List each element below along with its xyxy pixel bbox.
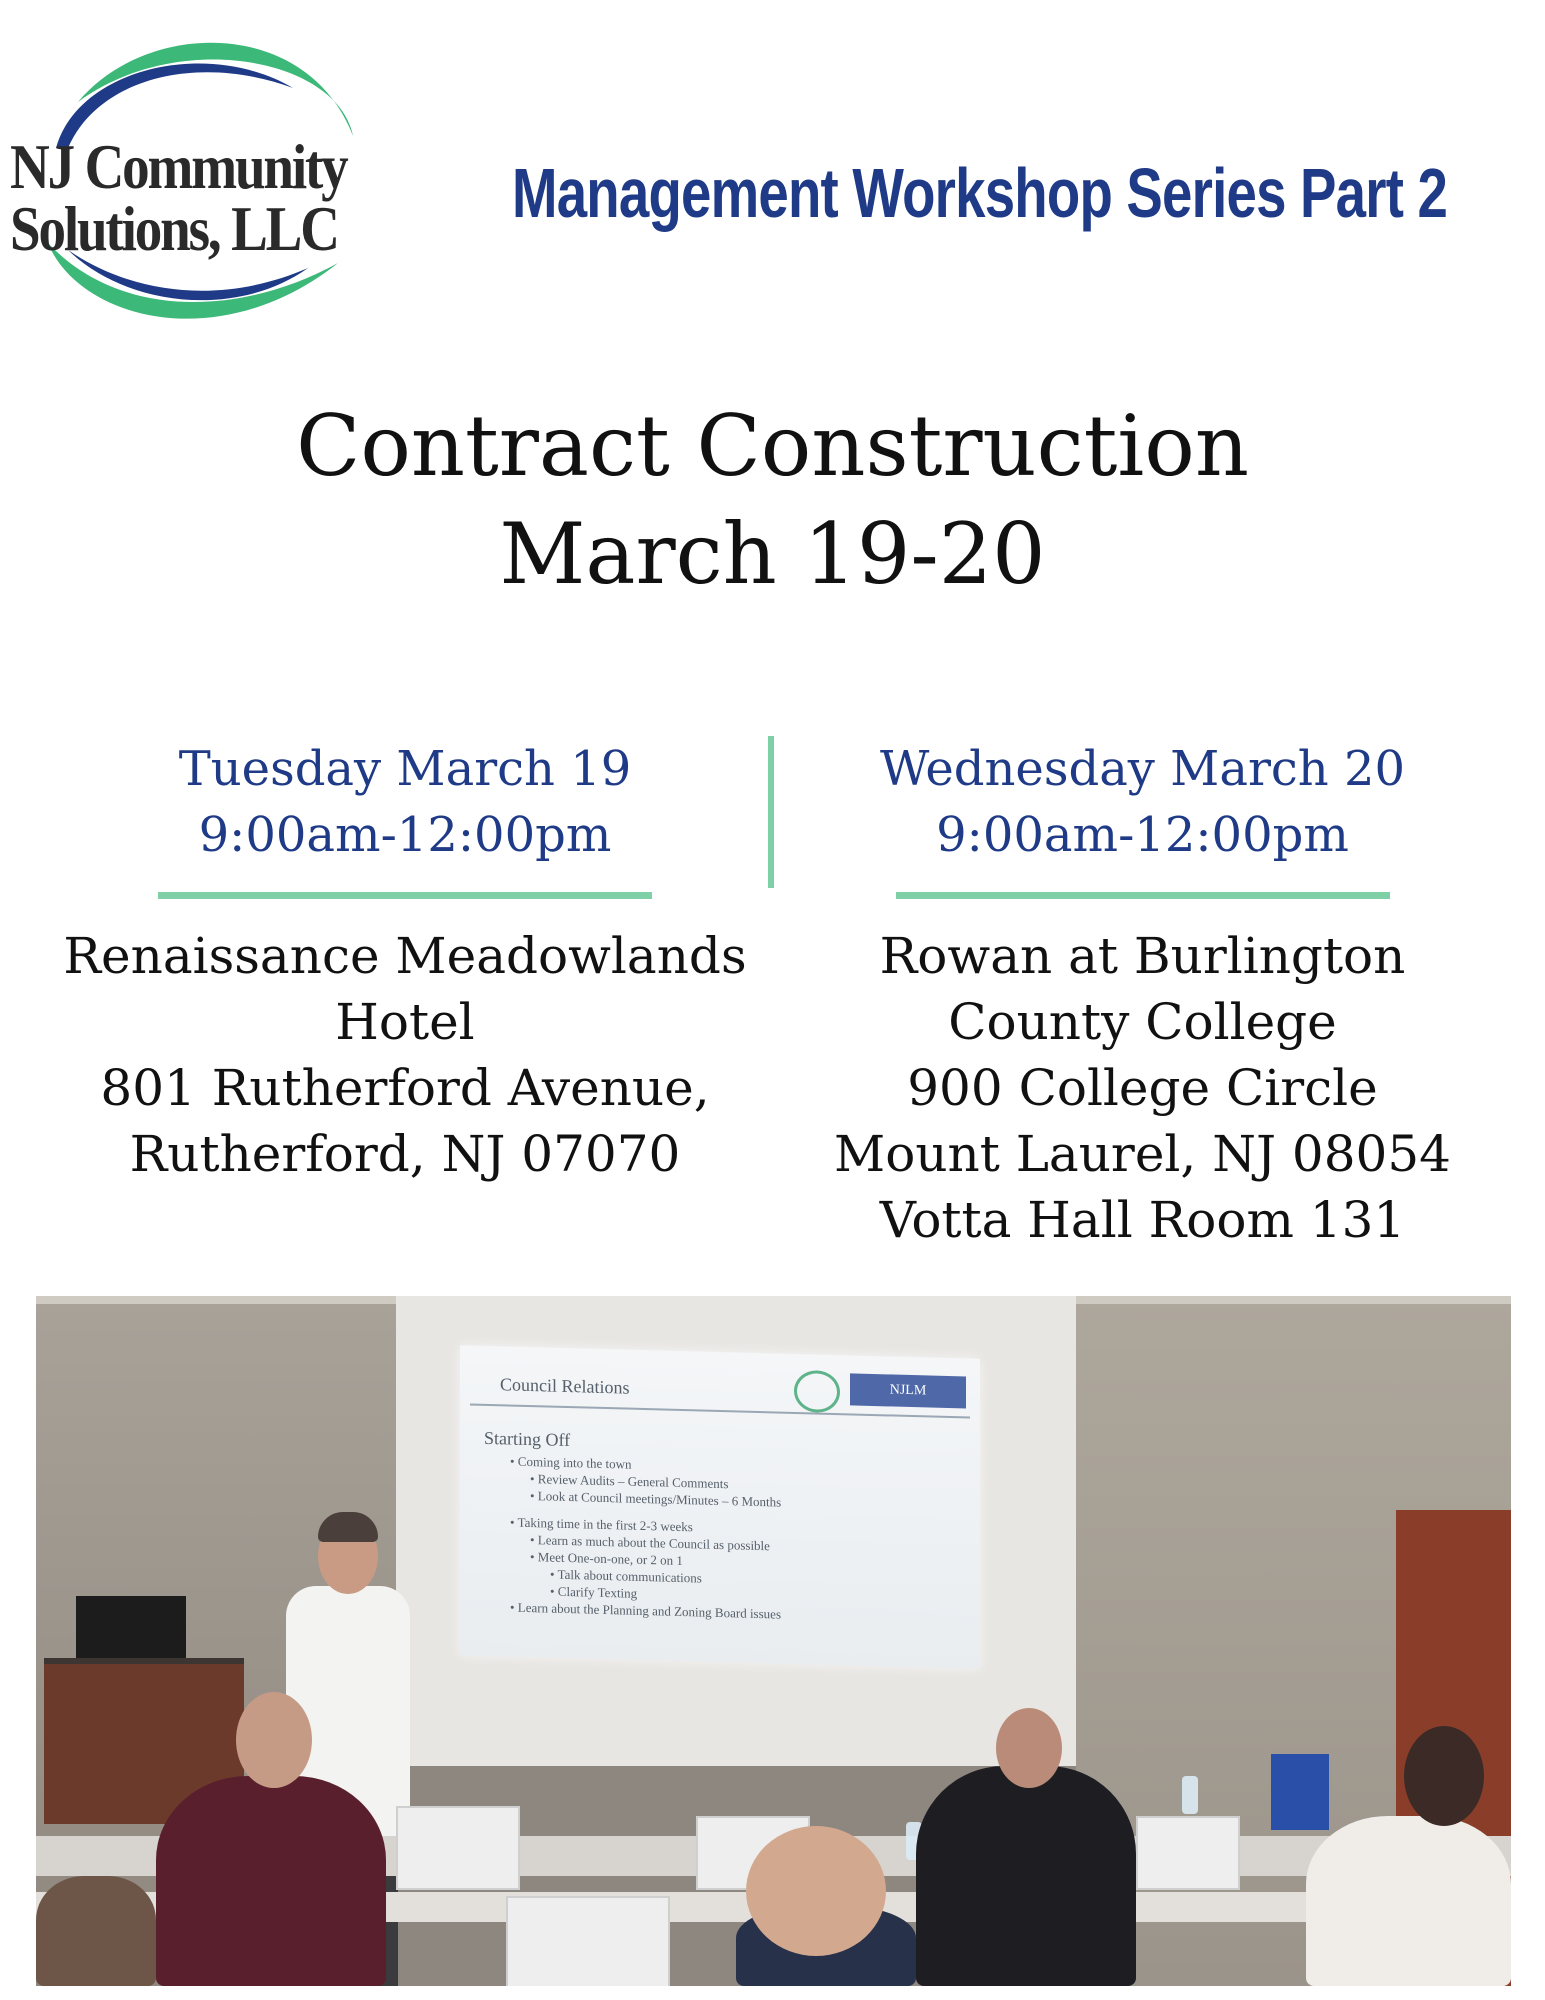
- slide-bullet: • Coming into the town: [510, 1453, 632, 1472]
- venue-line: 900 College Circle: [907, 1059, 1378, 1117]
- event-title: Contract Construction: [296, 397, 1249, 495]
- venue-line: Renaissance Meadowlands: [63, 927, 747, 985]
- venue-line: Rowan at Burlington: [879, 927, 1406, 985]
- slide-badge: NJLM: [850, 1373, 966, 1408]
- logo-line-1: NJ Community: [10, 131, 347, 202]
- session-time: 9:00am-12:00pm: [936, 807, 1349, 863]
- session-tuesday: [40, 736, 770, 1187]
- slide-bullet: • Clarify Texting: [550, 1583, 638, 1601]
- slide-logo-icon: [794, 1370, 840, 1413]
- session-time: 9:00am-12:00pm: [198, 807, 612, 863]
- attendee: [1306, 1816, 1511, 1986]
- attendee-head: [236, 1692, 312, 1788]
- slide-bullets: [490, 1452, 781, 1623]
- workshop-photo: [36, 1296, 1511, 1986]
- session-wednesday: [810, 736, 1475, 1253]
- venue-line: County College: [948, 993, 1337, 1051]
- venue-line: Votta Hall Room 131: [879, 1191, 1406, 1249]
- slide-bullet: • Review Audits – General Comments: [530, 1471, 729, 1492]
- chair: [506, 1896, 670, 1986]
- event-dates: March 19-20: [499, 505, 1046, 603]
- attendee: [156, 1776, 386, 1986]
- slide-bullet: • Learn about the Planning and Zoning Board issues: [510, 1599, 782, 1622]
- attendee: [916, 1766, 1136, 1986]
- water-bottle: [1182, 1776, 1198, 1814]
- venue-line: 801 Rutherford Avenue,: [100, 1059, 710, 1117]
- slide-bullet: • Taking time in the first 2-3 weeks: [510, 1514, 693, 1535]
- recycling-bin: [1271, 1754, 1329, 1830]
- attendee-head: [996, 1708, 1062, 1788]
- venue-line: Mount Laurel, NJ 08054: [834, 1125, 1451, 1183]
- attendee-head: [1404, 1726, 1484, 1826]
- projected-slide: [460, 1345, 980, 1669]
- slide-title: Council Relations: [500, 1374, 630, 1398]
- slide-bullet: • Meet One-on-one, or 2 on 1: [530, 1549, 683, 1569]
- session-rule: [896, 892, 1390, 899]
- attendee-head: [746, 1826, 886, 1956]
- event-heading: [0, 392, 1545, 608]
- session-day: Tuesday March 19: [178, 741, 632, 797]
- chair: [396, 1806, 520, 1890]
- slide-bullet: • Talk about communications: [550, 1566, 702, 1586]
- chair: [1136, 1816, 1240, 1890]
- venue-line: Rutherford, NJ 07070: [129, 1125, 681, 1183]
- attendee: [36, 1876, 156, 1986]
- logo-text: [10, 131, 347, 264]
- slide-heading: Starting Off: [484, 1427, 571, 1451]
- venue-line: Hotel: [335, 993, 475, 1051]
- session-day: Wednesday March 20: [879, 741, 1406, 797]
- logo-line-2: Solutions, LLC: [10, 193, 338, 264]
- monitor: [76, 1596, 186, 1658]
- slide-bullet: • Look at Council meetings/Minutes – 6 Months: [530, 1488, 782, 1510]
- series-title: Management Workshop Series Part 2: [512, 154, 1448, 232]
- company-logo: [8, 18, 380, 348]
- slide-bullet: • Learn as much about the Council as possible: [530, 1532, 770, 1554]
- session-rule: [158, 892, 652, 899]
